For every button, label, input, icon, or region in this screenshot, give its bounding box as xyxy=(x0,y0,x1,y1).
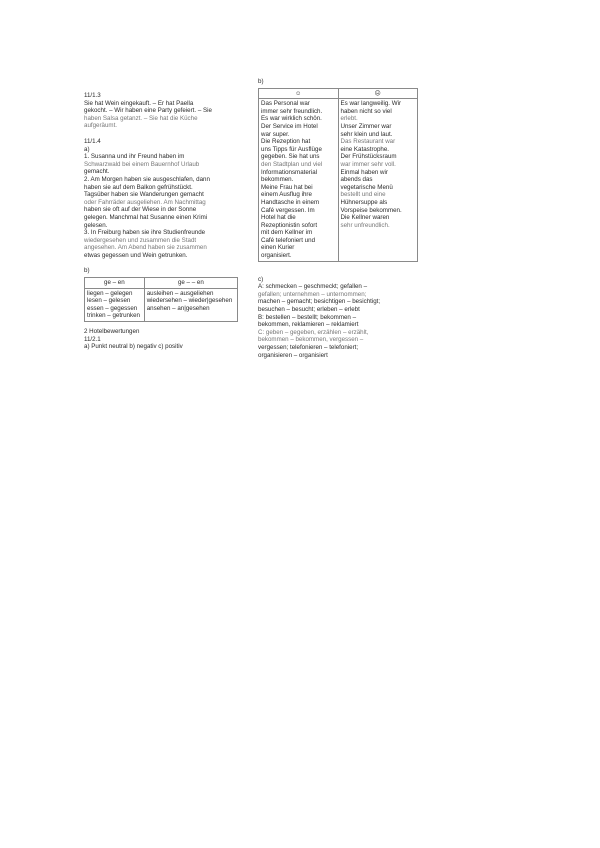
cell-line: Hühnersuppe als xyxy=(340,198,388,206)
cell-line: den Stadtplan und viel xyxy=(261,160,323,168)
answer-line: etwas gegessen und Wein getrunken. xyxy=(84,251,188,259)
cell-line: sehr klein und laut. xyxy=(340,130,393,138)
cell-line: Das Restaurant war xyxy=(340,138,396,146)
answer-line: 3. In Freiburg haben sie ihre Studienfreunde xyxy=(84,229,206,237)
answer-line: oder Fahrräder ausgeliehen. Am Nachmittag xyxy=(84,198,206,206)
cell-line: Café vergessen. Im xyxy=(261,206,315,214)
answer-line: gefallen; unternehmen – unternommen; xyxy=(258,290,367,298)
answer-line: organisieren – organisiert xyxy=(258,351,328,359)
cell-line: trinken – getrunken xyxy=(87,312,140,320)
cell-line: organisiert. xyxy=(261,252,292,260)
section-heading: 2 Hotelbewertungen xyxy=(84,328,140,336)
cell-line: Rezeptionistin sofort xyxy=(261,221,318,229)
cell-line: Es war wirklich schön. xyxy=(261,115,322,123)
table-cell xyxy=(85,288,145,321)
negative-column xyxy=(338,99,418,261)
subsection-label: a) xyxy=(84,145,90,153)
cell-line: einem Ausflug ihre xyxy=(261,191,312,199)
answer-line: Tagsüber haben sie Wanderungen gemacht xyxy=(84,191,204,199)
answer-line: gekocht. – Wir haben eine Party gefeiert. – Sie xyxy=(84,107,212,115)
answer-line: wiedergesehen und zusammen die Stadt xyxy=(84,236,197,244)
cell-line: ansehen – an|gesehen xyxy=(146,304,210,312)
cell-line: bestellt und eine xyxy=(340,191,386,199)
answer-line: Schwarzwald bei einem Bauernhof Urlaub xyxy=(84,160,200,168)
answer-line: machen – gemacht; besichtigen – besichtigt; xyxy=(258,298,381,306)
cell-line: mit dem Kellner im xyxy=(261,229,313,237)
cell-line: haben nicht so viel xyxy=(340,107,392,115)
cell-line: lesen – gelesen xyxy=(87,297,131,305)
section-verbs-c xyxy=(258,276,418,360)
smiley-happy-icon: ☺ xyxy=(259,88,339,99)
cell-line: immer sehr freundlich. xyxy=(261,107,323,115)
answer-line: haben Salsa getanzt. – Sie hat die Küche xyxy=(84,114,198,122)
section-participles xyxy=(84,267,240,322)
cell-line: Café telefoniert und xyxy=(261,236,316,244)
section-review-table xyxy=(258,78,418,262)
cell-line: Hotel hat die xyxy=(261,214,296,222)
cell-line: gegeben. Sie hat uns xyxy=(261,153,320,161)
left-column xyxy=(84,92,240,351)
answer-line: haben sie oft auf der Wiese in der Sonne xyxy=(84,206,197,214)
answer-line: angesehen. Am Abend haben sie zusammen xyxy=(84,244,207,252)
cell-line: vegetarische Menü xyxy=(340,183,393,191)
cell-line: Der Frühstücksraum xyxy=(340,153,397,161)
cell-line: eine Katastrophe. xyxy=(340,145,390,153)
answer-line: gelesen. xyxy=(84,221,108,229)
subsection-label: b) xyxy=(258,78,264,85)
cell-line: erlebt. xyxy=(340,115,358,123)
right-column xyxy=(258,78,418,359)
cell-line: essen – gegessen xyxy=(87,304,138,312)
cell-line: Es war langweilig. Wir xyxy=(340,100,402,108)
subsection-label: c) xyxy=(258,275,264,283)
answer-line: B: bestellen – bestellt; bekommen – xyxy=(258,313,357,321)
cell-line: Die Kellner waren xyxy=(340,214,390,222)
section-11-1-3 xyxy=(84,92,240,130)
cell-line: war super. xyxy=(261,130,290,138)
cell-line: Informationsmaterial xyxy=(261,168,318,176)
section-heading: 11/1.3 xyxy=(84,92,101,99)
answer-line: besuchen – besucht; erleben – erlebt xyxy=(258,306,360,314)
cell-line: Einmal haben wir xyxy=(340,168,388,176)
table-header: ge – – en xyxy=(144,278,237,289)
subsection-label: 11/2.1 xyxy=(84,335,101,343)
cell-line: war immer sehr voll. xyxy=(340,160,396,168)
cell-line: Handtasche in einem xyxy=(261,198,320,206)
section-heading: 11/1.4 xyxy=(84,137,101,145)
cell-line: abends das xyxy=(340,176,373,184)
cell-line: Die Rezeption hat xyxy=(261,138,311,146)
cell-line: liegen – gelegen xyxy=(87,289,133,297)
positive-column xyxy=(259,99,339,261)
subsection-label: b) xyxy=(84,267,90,275)
section-11-1-4 xyxy=(84,138,240,260)
cell-line: sehr unfreundlich. xyxy=(340,221,390,229)
answer-line: 2. Am Morgen haben sie ausgeschlafen, dann xyxy=(84,175,210,183)
answer-line: A: schmecken – geschmeckt; gefallen – xyxy=(258,283,368,291)
answer-line: bekommen – bekommen, vergessen – xyxy=(258,336,364,344)
cell-line: wiedersehen – wieder|gesehen xyxy=(146,297,233,305)
cell-line: Vorspeise bekommen. xyxy=(340,206,402,214)
cell-line: uns Tipps für Ausflüge xyxy=(261,145,322,153)
answer-line: a) Punkt neutral b) negativ c) positiv xyxy=(84,343,183,351)
cell-line: einen Kurier xyxy=(261,244,295,252)
participle-table xyxy=(84,277,238,322)
smiley-sad-icon: ☹ xyxy=(338,88,418,99)
answer-line: aufgeräumt. xyxy=(84,122,118,130)
answer-line: vergessen; telefonieren – telefoniert; xyxy=(258,344,359,351)
review-table xyxy=(258,88,418,262)
answer-line: gelegen. Manchmal hat Susanne einen Krimi xyxy=(84,213,208,221)
answer-line: Sie hat Wein eingekauft. – Er hat Paella xyxy=(84,99,194,107)
section-hotel-reviews xyxy=(84,328,240,351)
answer-line: C: geben – gegeben, erzählen – erzählt, xyxy=(258,328,369,336)
answer-line: haben sie auf dem Balkon gefrühstückt. xyxy=(84,183,193,191)
cell-line: Das Personal war xyxy=(261,100,310,108)
table-header: ge – en xyxy=(85,278,145,289)
cell-line: bekommen. xyxy=(261,176,294,184)
cell-line: Der Service im Hotel xyxy=(261,122,318,130)
answer-line: 1. Susanna und ihr Freund haben im xyxy=(84,153,185,161)
cell-line: Unser Zimmer war xyxy=(340,122,392,130)
cell-line: ausleihen – ausgeliehen xyxy=(146,289,214,297)
table-cell xyxy=(144,288,237,321)
cell-line: Meine Frau hat bei xyxy=(261,183,313,191)
answer-line: bekommen, reklamieren – reklamiert xyxy=(258,321,359,329)
answer-line: gemacht. xyxy=(84,168,110,176)
